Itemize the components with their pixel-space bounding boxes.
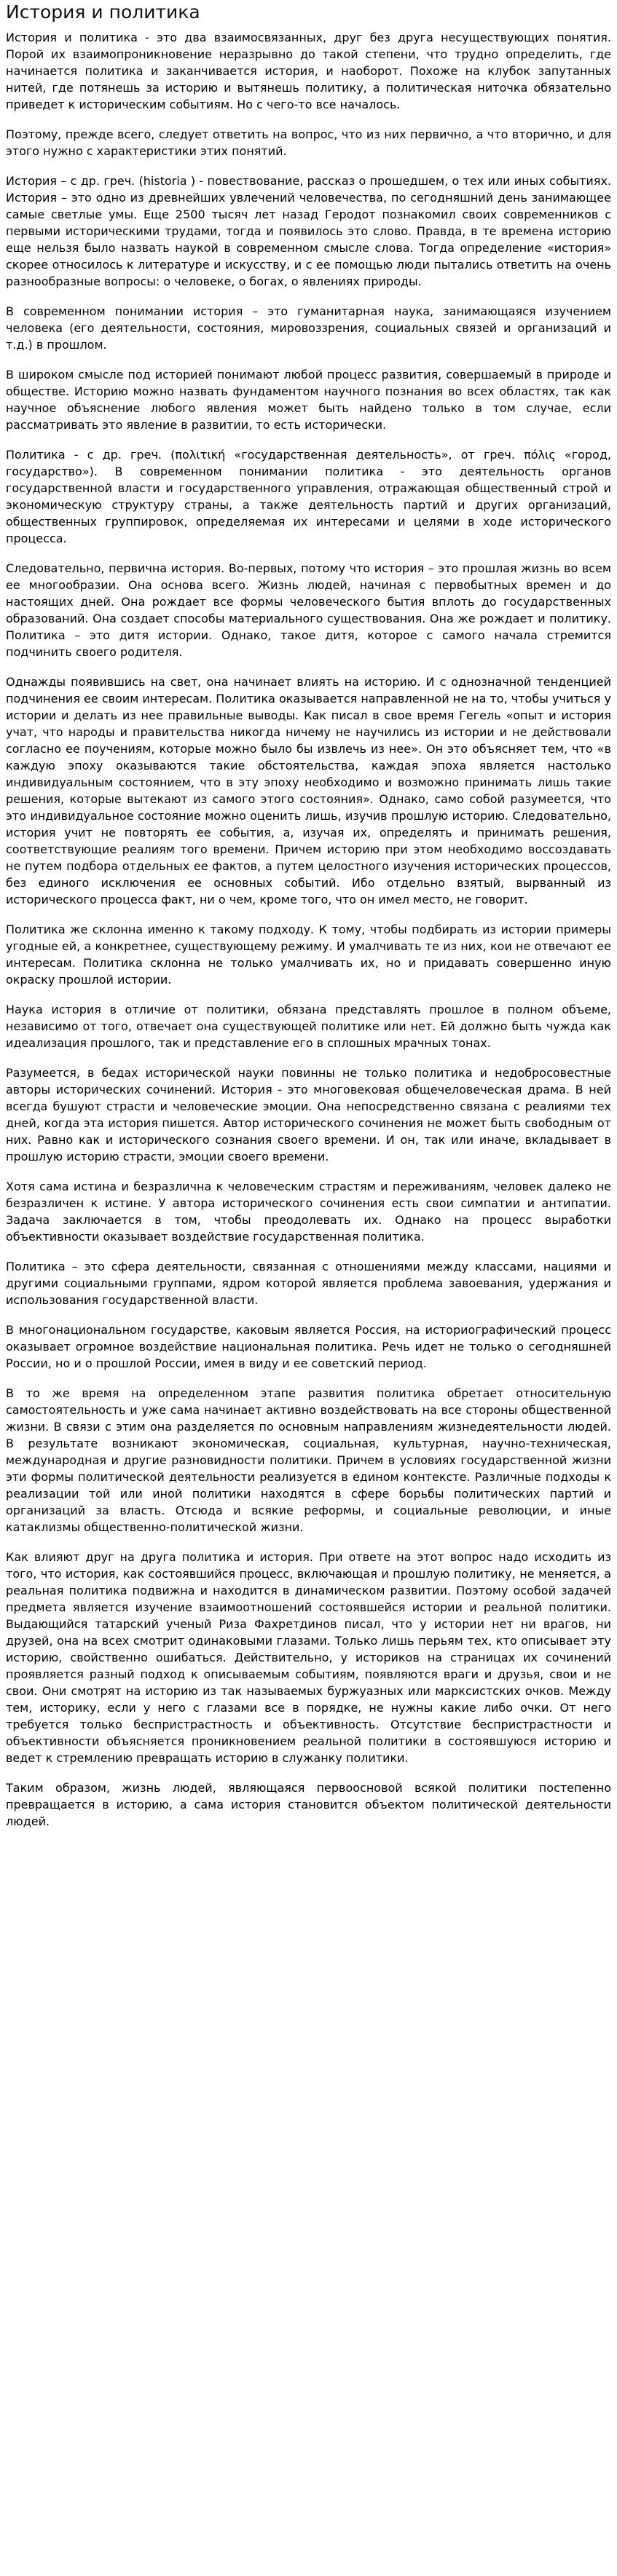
paragraph: Однажды появившись на свет, она начинает влиять на историю. И с однозначной тенденцией подчинения ее своим интересам. Политика оказывается направленной не на то, чтобы учиться у истории и делать из нее правильные выводы. Как писал в свое время Гегель «опыт и история учат, что народы и правительства никогда ничему не научились из истории и не действовали согласно ее поучениям, которые можно было бы извлечь из нее». Он это объясняет тем, что «в каждую эпоху оказываются такие обстоятельства, каждая эпоха является настолько индивидуальным состоянием, что в эту эпоху необходимо и возможно принимать лишь такие решения, которые вытекают из самого этого состояния». Однако, само собой разумеется, что это индивидуальное состояние можно оценить лишь, изучив прошлую историю. Следовательно, история учит не повторять ее события, а, изучая их, определять и принимать решения, соответствующие реалиям того времени. Причем историю при этом необходимо воссоздавать не путем подбора отдельных ее фактов, а путем целостного изучения исторических процессов, без единого исключения ее основных событий. Ибо отдельно взятый, вырванный из исторического процесса факт, ни о чем, кроме того, что он имел место, не говорит. bbox=[6, 675, 611, 906]
paragraph: Поэтому, прежде всего, следует ответить на вопрос, что из них первично, а что вторично, и для этого нужно с характеристики этих понятий. bbox=[6, 127, 611, 158]
paragraph: Хотя сама истина и безразлична к человеческим страстям и переживаниям, человек далеко не безразличен к истине. У автора исторического сочинения есть свои симпатии и антипатии. Задача заключается в том, чтобы преодолевать их. Однако на процесс выработки объективности оказывает воздействие государственная политика. bbox=[6, 1180, 611, 1244]
paragraph: Таким образом, жизнь людей, являющаяся первоосновой всякой политики постепенно превращается в историю, а сама история становится объектом политической деятельности людей. bbox=[6, 1781, 611, 1828]
paragraph: Разумеется, в бедах исторической науки повинны не только политика и недобросовестные авторы исторических сочинений. История - это многовековая общечеловеческая драма. В ней всегда бушуют страсти и человеческие эмоции. Она непосредственно связана с реалиями тех дней, когда эта история пишется. Автор исторического сочинения не может быть свободным от них. Равно как и исторического сознания своего времени. И он, так или иначе, вкладывает в прошлую историю страсти, эмоции своего времени. bbox=[6, 1066, 611, 1163]
paragraph: Следовательно, первична история. Во-первых, потому что история – это прошлая жизнь во всем ее многообразии. Она основа всего. Жизнь людей, начиная с первобытных времен и до настоящих дней. Она рождает все формы человеческого бытия вплоть до государственных образований. Она создает способы материального существования. Она же рождает и политику. Политика – это дитя истории. Однако, такое дитя, которое с самого начала стремится подчинить своего родителя. bbox=[6, 561, 611, 659]
paragraph: История и политика - это два взаимосвязанных, друг без друга несуществующих понятия. Порой их взаимопроникновение неразрывно до такой степени, что трудно определить, где начинается политика и заканчивается история, и наоборот. Похоже на клубок запутанных нитей, где потянешь за историю и вытянешь политику, а политическая ниточка обязательно приведет к историческим событиям. Но с чего-то все началось. bbox=[6, 31, 611, 111]
paragraph: В широком смысле под историей понимают любой процесс развития, совершаемый в природе и обществе. Историю можно назвать фундаментом научного познания во всех областях, так как научное объяснение любого явления может быть найдено только в том случае, если рассматривать это явление в развитии, то есть исторически. bbox=[6, 368, 611, 432]
paragraph: Политика – это сфера деятельности, связанная с отношениями между классами, нациями и другими социальными группами, ядром которой является проблема завоевания, удержания и использования государственной власти. bbox=[6, 1260, 611, 1307]
paragraph: В многонациональном государстве, каковым является Россия, на историографический процесс оказывает огромное воздействие национальная политика. Речь идет не только о сегодняшней России, но и о прошлой России, имея в виду и ее советский период. bbox=[6, 1323, 611, 1370]
article-title: История и политика bbox=[6, 1, 200, 23]
paragraph: История – с др. греч. (historia ) - повествование, рассказ о прошедшем, о тех или иных событиях. История – это одно из древнейших увлечений человечества, по сегодняшний день занимающее самые светлые умы. Еще 2500 тысяч лет назад Геродот познакомил своих современников с первыми историческими трудами, тогда и появилось это слово. Правда, в те времена историю еще нельзя было назвать наукой в современном смысле слова. Тогда определение «история» скорее относилось к литературе и искусству, и с ее помощью люди пытались ответить на очень разнообразные вопросы: о человеке, о богах, о явлениях природы. bbox=[6, 174, 611, 288]
paragraph: Как влияют друг на друга политика и история. При ответе на этот вопрос надо исходить из того, что история, как состоявшийся процесс, включающая и прошлую политику, не меняется, а реальная политика подвижна и находится в динамическом развитии. Поэтому особой задачей предмета является изучение взаимоотношений состоявшейся истории и реальной политики. Выдающийся татарский ученый Риза Фахретдинов писал, что у истории нет ни врагов, ни друзей, она на всех смотрит одинаковыми глазами. Только лишь перьям тех, кто описывает эту историю, свойственно ошибаться. Действительно, у историков на страницах их сочинений проявляется разный подход к описываемым событиям, появляются враги и друзья, свои и не свои. Они смотрят на историю из так называемых буржуазных или марксистских очков. Между тем, историку, если у него с глазами все в порядке, не нужны какие либо очки. От него требуется только беспристрастность и объективность. Отсутствие беспристрастности и объективности объясняется проникновением реальной политики в состоявшуюся историю и ведет к стремлению превращать историю в служанку политики. bbox=[6, 1550, 611, 1765]
paragraph: Наука история в отличие от политики, обязана представлять прошлое в полном объеме, независимо от того, отвечает она существующей политике или нет. Ей должно быть чужда как идеализация прошлого, так и представление его в сплошных мрачных тонах. bbox=[6, 1003, 611, 1050]
paragraph: Политика же склонна именно к такому подходу. К тому, чтобы подбирать из истории примеры угодные ей, а конкретнее, существующему режиму. И умалчивать те из них, кои не отвечают ее интересам. Политика склонна не только умалчивать их, но и придавать совершенно иную окраску прошлой истории. bbox=[6, 922, 611, 987]
paragraph: Политика - с др. греч. (πολιτική «государственная деятельность», от греч. πόλις «город, государство»). В современном понимании политика - это деятельность органов государственной власти и государственного управления, отражающая общественный строй и экономическую структуру страны, а также деятельность партий и других организаций, общественных группировок, определяемая их интересами и целями в ходе исторического процесса. bbox=[6, 448, 611, 545]
paragraph: В современном понимании история – это гуманитарная наука, занимающаяся изучением человека (его деятельности, состояния, мировоззрения, социальных связей и организаций и т.д.) в прошлом. bbox=[6, 304, 611, 352]
paragraph: В то же время на определенном этапе развития политика обретает относительную самостоятельность и уже сама начинает активно воздействовать на все стороны общественной жизни. В связи с этим она разделяется по основным направлениям жизнедеятельности людей. В результате возникают экономическая, социальная, культурная, научно-техническая, международная и другие разновидности политики. Причем в условиях государственной жизни эти формы политической деятельности реализуется в едином контексте. Различные подходы к реализации той или иной политики находятся в сфере борьбы политических партий и организаций за власть. Отсюда и всякие реформы, и социальные революции, и иные катаклизмы общественно-политической жизни. bbox=[6, 1386, 611, 1534]
